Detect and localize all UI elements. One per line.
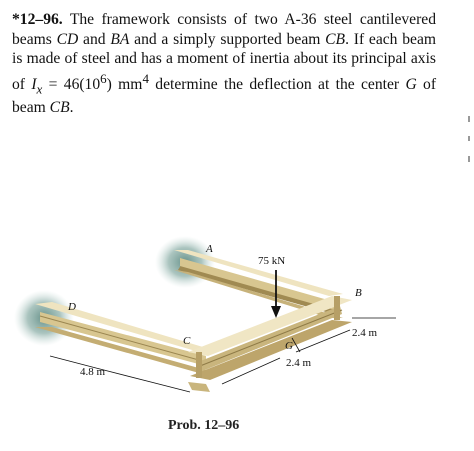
dim-gb-label: 2.4 m — [352, 327, 378, 339]
problem-line-2b: and a simply supported — [129, 30, 282, 48]
conj-and: and — [78, 30, 111, 48]
label-d: D — [68, 301, 76, 313]
ix-value: = 46(10 — [42, 75, 101, 93]
label-b: B — [355, 287, 362, 299]
ix-symbol: I — [31, 75, 37, 93]
edge-mark — [468, 156, 470, 162]
problem-line-5c: . — [69, 99, 74, 117]
beam-cb-ref: CB — [325, 30, 346, 48]
problem-line-4a: inertia about its principal axis of — [12, 50, 436, 93]
dim-cg-label: 2.4 m — [286, 357, 312, 369]
figure-caption: Prob. 12–96 — [168, 418, 240, 433]
problem-line-3a: beam — [286, 30, 326, 48]
point-g-ref: G — [405, 75, 417, 93]
label-g: G — [285, 340, 293, 352]
ix-unit-exponent: 4 — [142, 70, 149, 86]
edge-mark — [468, 136, 470, 141]
dim-cd-label: 4.8 m — [80, 366, 106, 378]
ix-subscript: x — [36, 80, 43, 96]
problem-line-4b: determine — [148, 75, 218, 93]
ix-unit: ) mm — [106, 75, 143, 93]
problem-line-1: The framework consists of two A-36 steel — [69, 11, 353, 28]
problem-number: *12–96. — [12, 11, 63, 28]
problem-line-5a: the deflection at the center — [223, 75, 406, 93]
beam-cb — [188, 296, 352, 380]
beam-ba-ref: BA — [110, 30, 130, 48]
label-a: A — [206, 243, 213, 255]
beam-cd-ref: CD — [56, 30, 79, 48]
problem-line-3b: . If each beam is made of steel and has a moment of — [12, 30, 436, 67]
label-c: C — [183, 335, 191, 347]
beam-cb-ref-2: CB — [49, 99, 70, 117]
beam-c-stub — [188, 382, 210, 392]
problem-line-5b: of beam — [12, 75, 437, 117]
problem-line-2a: cantilevered beams — [12, 11, 436, 48]
ix-exponent: 6 — [100, 70, 107, 86]
edge-mark — [468, 116, 470, 122]
load-label: 75 kN — [258, 255, 286, 267]
